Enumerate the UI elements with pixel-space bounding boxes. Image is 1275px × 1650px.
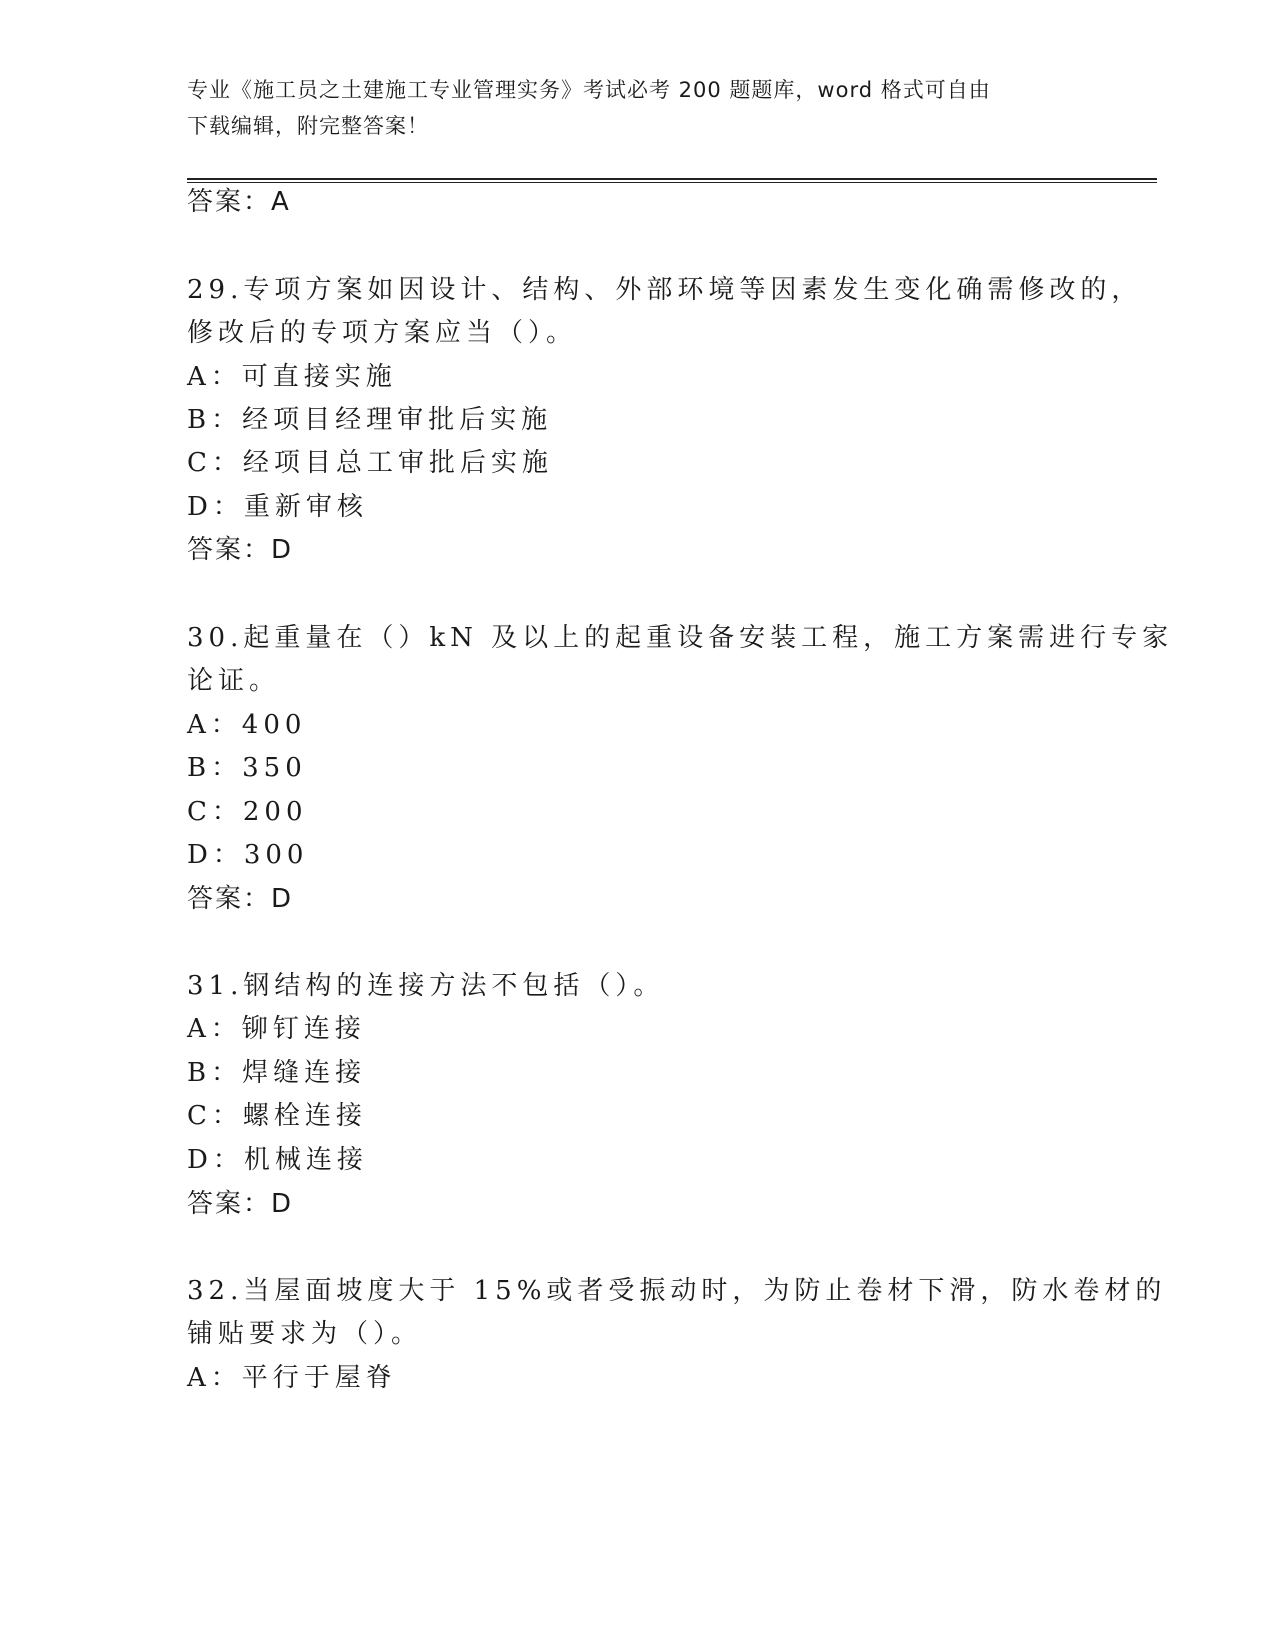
- answer-28: 答案：A: [187, 187, 291, 217]
- question-29-option-d: D：重新审核: [187, 492, 368, 522]
- question-32-line-2: 铺贴要求为（）。: [187, 1319, 423, 1349]
- question-30-option-b: B：350: [187, 753, 307, 783]
- question-31-option-c: C：螺栓连接: [187, 1101, 367, 1131]
- question-30-option-c: C：200: [187, 797, 308, 827]
- answer-29: 答案：D: [187, 535, 294, 565]
- document-page: [187, 0, 1174, 1650]
- question-31-line-1: 31.钢结构的连接方法不包括（）。: [187, 971, 665, 1001]
- question-29-option-a: A：可直接实施: [187, 362, 397, 392]
- question-31-option-a: A：铆钉连接: [187, 1014, 366, 1044]
- question-29-line-1: 29.专项方案如因设计、结构、外部环境等因素发生变化确需修改的，: [187, 275, 1143, 305]
- question-30-line-1: 30.起重量在（）kN 及以上的起重设备安装工程，施工方案需进行专家: [187, 623, 1174, 653]
- header-divider: [187, 178, 1157, 183]
- question-31-option-b: B：焊缝连接: [187, 1058, 367, 1088]
- header-line-2: 下载编辑，附完整答案！: [187, 114, 429, 138]
- question-30-line-2: 论证。: [187, 666, 281, 696]
- question-29-option-b: B：经项目经理审批后实施: [187, 405, 553, 435]
- answer-30: 答案：D: [187, 884, 294, 914]
- header-line-1: 专业《施工员之土建施工专业管理实务》考试必考 200 题题库，word 格式可自由: [187, 78, 991, 102]
- question-32-option-a: A：平行于屋脊: [187, 1363, 397, 1393]
- question-31-option-d: D：机械连接: [187, 1145, 368, 1175]
- document-header: [187, 72, 1087, 144]
- question-32-line-1: 32.当屋面坡度大于 15%或者受振动时，为防止卷材下滑，防水卷材的: [187, 1276, 1167, 1306]
- question-29-option-c: C：经项目总工审批后实施: [187, 448, 553, 478]
- question-30-option-a: A：400: [187, 710, 307, 740]
- answer-31: 答案：D: [187, 1189, 294, 1219]
- question-30-option-d: D：300: [187, 840, 309, 870]
- question-29-line-2: 修改后的专项方案应当（）。: [187, 318, 578, 348]
